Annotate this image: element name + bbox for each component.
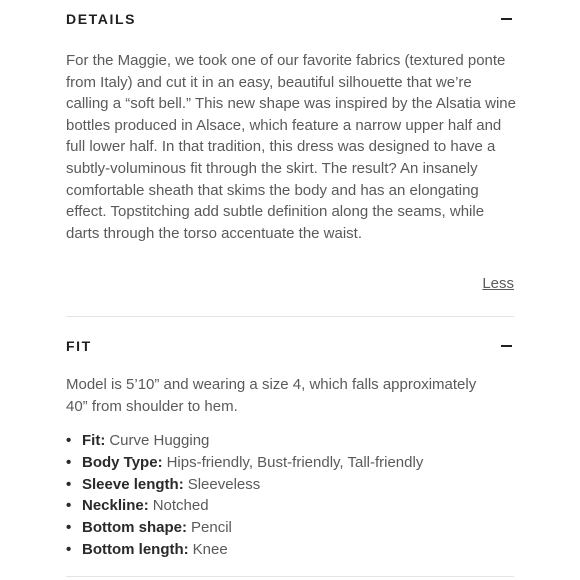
- attribute-label: Sleeve length: [82, 475, 179, 493]
- bullet-icon: •: [66, 519, 72, 537]
- attribute-value: Sleeveless: [187, 475, 261, 493]
- fit-section-header[interactable]: [66, 335, 514, 357]
- list-item: • Fit : Curve Hugging: [66, 430, 423, 452]
- section-divider: [66, 316, 514, 317]
- list-item: • Neckline : Notched: [66, 495, 423, 517]
- fit-attribute-list: [66, 430, 423, 561]
- list-item: • Sleeve length : Sleeveless: [66, 474, 423, 496]
- section-divider: [66, 576, 514, 577]
- list-item: • Bottom length : Knee: [66, 539, 423, 561]
- fit-description: Model is 5’10” and wearing a size 4, which falls approximately 40” from shoulder to hem.: [66, 376, 477, 415]
- attribute-value: Pencil: [191, 519, 232, 537]
- list-item: • Bottom shape : Pencil: [66, 517, 423, 539]
- attribute-value: Curve Hugging: [109, 432, 210, 449]
- bullet-icon: •: [66, 453, 72, 471]
- bullet-icon: •: [66, 432, 72, 449]
- minus-icon[interactable]: [501, 18, 512, 20]
- attribute-value: Notched: [152, 497, 209, 515]
- attribute-value: Knee: [192, 540, 228, 558]
- fit-section-title: FIT: [66, 338, 92, 354]
- attribute-label: Neckline: [82, 497, 144, 515]
- details-section-title: DETAILS: [66, 11, 137, 27]
- attribute-label: Bottom shape: [82, 519, 183, 537]
- attribute-label: Body Type: [82, 453, 158, 471]
- bullet-icon: •: [66, 497, 72, 515]
- minus-icon[interactable]: [501, 345, 512, 347]
- details-description: For the Maggie, we took one of our favorite fabrics (textured ponte from Italy) and cut it in an easy, beautiful silhouette that we’re calling a “soft bell.” This new shape was inspired by the Alsatia wine bottles produced in Alsace, which feature a narrow upper half and full lower half. In that tradition, this dress was designed to have a subtly-voluminous fit through the skirt. The result? An insanely comfortable sheath that skims the body and has an elongating effect. Topstitching add subtle definition along the seams, while darts through the torso accentuate the waist.: [66, 52, 516, 242]
- list-item: • Body Type : Hips-friendly, Bust-friendly, Tall-friendly: [66, 452, 423, 474]
- bullet-icon: •: [66, 475, 72, 493]
- bullet-icon: •: [66, 540, 72, 558]
- attribute-label: Fit: [82, 432, 101, 449]
- attribute-value: Hips-friendly, Bust-friendly, Tall-friendly: [166, 453, 424, 471]
- attribute-label: Bottom length: [82, 540, 184, 558]
- less-link[interactable]: Less: [482, 275, 514, 292]
- details-section-header[interactable]: [66, 8, 514, 30]
